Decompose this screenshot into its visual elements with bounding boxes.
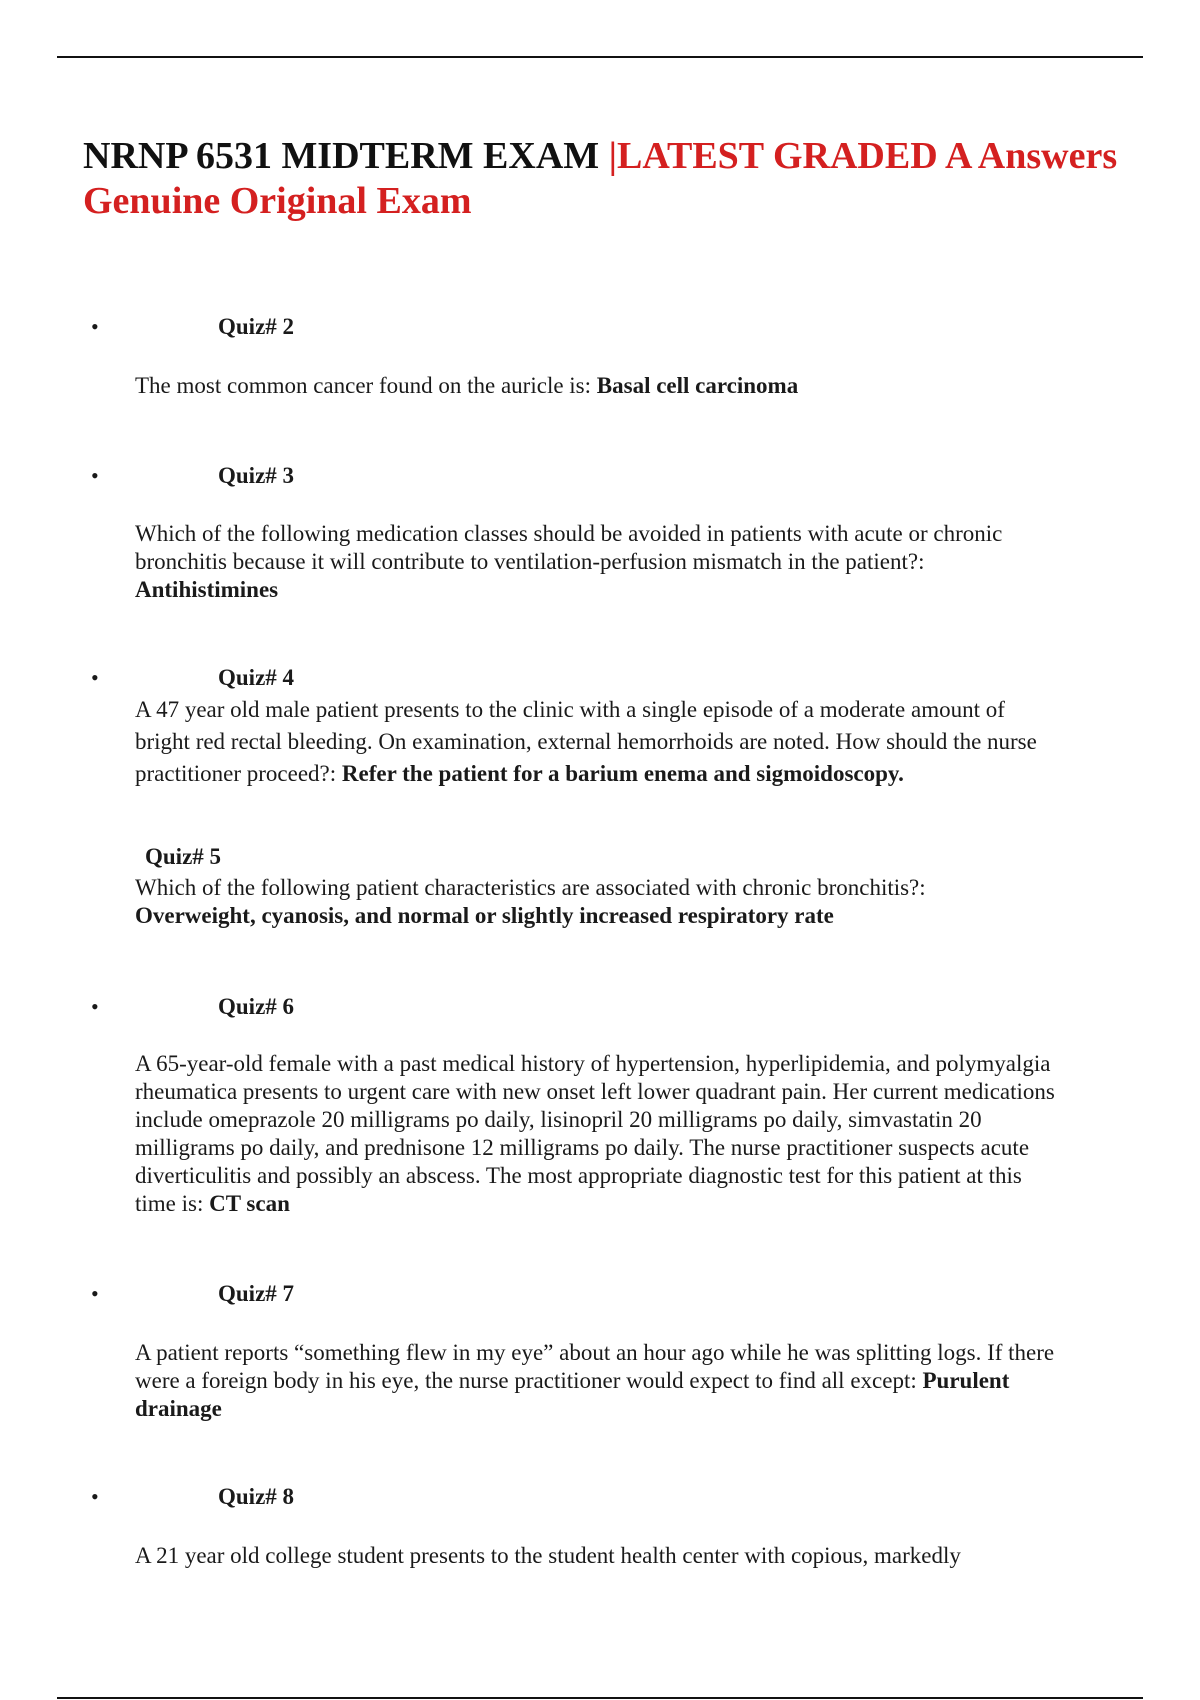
quiz-question [135,1050,1055,1218]
quiz-heading: Quiz# 5 [145,844,222,869]
question-text: A patient reports “something flew in my eye” about an hour ago while he was splitting logs. If there were a foreign body in his eye, the nurse practitioner would expect to find all except: [135,1340,1055,1393]
question-text: A 21 year old college student presents to the student health center with copious, markedly [135,1543,961,1568]
answer-text: Basal cell carcinoma [596,373,799,398]
quiz-heading: Quiz# 6 [218,994,295,1019]
question-text: The most common cancer found on the auricle is: [135,373,597,398]
bullet-icon: • [91,1281,99,1306]
question-text: A 47 year old male patient presents to the clinic with a single episode of a moderate amount of bright red rectal bleeding. On examination, external hemorrhoids are noted. How should the nurse practitioner proceed?: [135,697,1037,786]
quiz-heading: Quiz# 8 [218,1484,295,1509]
title-part-red: |LATEST GRADED A Answers Genuine Original Exam [83,135,1118,222]
quiz-heading: Quiz# 3 [218,463,295,488]
bullet-icon: • [91,665,99,690]
bullet-icon: • [91,463,99,488]
answer-text: Purulent drainage [135,1368,1010,1421]
quiz-heading: Quiz# 2 [218,314,295,339]
quiz-heading: Quiz# 7 [218,1281,295,1306]
header-rule [57,56,1143,58]
quiz-question [135,874,1055,930]
quiz-heading: Quiz# 4 [218,665,295,690]
title-part-black: NRNP 6531 MIDTERM EXAM [83,135,609,177]
question-text: Which of the following patient characteristics are associated with chronic bronchitis?: [135,875,926,900]
quiz-question [135,1339,1055,1423]
quiz-question [135,520,1055,604]
question-text: A 65-year-old female with a past medical history of hypertension, hyperlipidemia, and polymyalgia rheumatica presents to urgent care with new onset left lower quadrant pain. Her current medications include omeprazole 20 milligrams po daily, lisinopril 20 milligrams po daily, simvastatin 20 milligrams po daily, and prednisone 12 milligrams po daily. The nurse practitioner suspects acute diverticulitis and possibly an abscess. The most appropriate diagnostic test for this patient at this time is: [135,1051,1055,1216]
quiz-question [135,372,1055,400]
document-title [83,134,1143,224]
bullet-icon: • [91,314,99,339]
quiz-question [135,694,1055,790]
footer-rule [57,1697,1143,1699]
answer-text: Overweight, cyanosis, and normal or slightly increased respiratory rate [135,903,834,928]
answer-text: CT scan [209,1191,290,1216]
answer-text: Refer the patient for a barium enema and sigmoidoscopy. [341,761,904,786]
answer-text: Antihistimines [135,577,279,602]
question-text: Which of the following medication classes should be avoided in patients with acute or chronic bronchitis because it will contribute to ventilation-perfusion mismatch in the patient?: [135,521,1003,574]
bullet-icon: • [91,994,99,1019]
quiz-question [135,1542,1055,1570]
bullet-icon: • [91,1484,99,1509]
